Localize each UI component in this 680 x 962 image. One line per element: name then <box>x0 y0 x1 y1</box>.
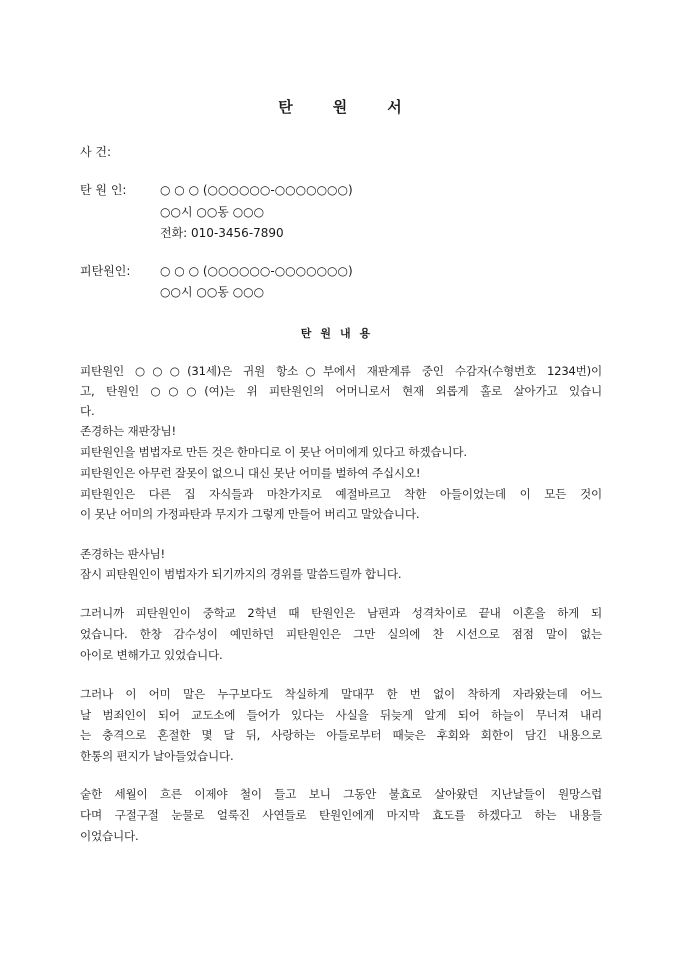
body-line: 그러니까 피탄원인이 중학교 2학년 때 탄원인은 남편과 성격차이로 끝내 이혼을 하게 되 <box>80 606 602 620</box>
title-char: 탄 <box>278 98 293 116</box>
body-line: 그러나 이 어미 말은 누구보다도 착실하게 말대꾸 한 번 없이 착하게 자라왔는데 어느 <box>80 687 602 701</box>
body-line: 다. <box>80 404 95 418</box>
body-line: 는 충격으로 혼절한 몇 달 뒤, 사랑하는 아들로부터 때늦은 후회와 회한이 담긴 내용으로 <box>80 728 602 742</box>
body-line: 이 못난 어미의 가정파탄과 무지가 그렇게 만들어 버리고 말았습니다. <box>80 507 420 521</box>
body-line: 존경하는 재판장님! <box>80 424 176 438</box>
case-label: 사 건: <box>80 145 112 159</box>
body-line: 고, 탄원인 ○○○(여)는 위 피탄원인의 어머니로서 현재 외롭게 홀로 살아가고 있습니 <box>80 384 602 398</box>
petitioner-phone: 전화: 010-3456-7890 <box>160 226 284 240</box>
body-line: 숱한 세월이 흐른 이제야 철이 들고 보니 그동안 불효로 살아왔던 지난날들이 원망스럽 <box>80 787 602 801</box>
subject-name: ○ ○ ○ (○○○○○○-○○○○○○○) <box>160 264 353 278</box>
document-title <box>0 96 680 117</box>
body-line: 피탄원인을 범법자로 만든 것은 한마디로 이 못난 어미에게 있다고 하겠습니다. <box>80 445 467 459</box>
title-char: 서 <box>387 98 402 116</box>
body-line: 피탄원인은 아무런 잘못이 없으니 대신 못난 어미를 벌하여 주십시오! <box>80 466 421 480</box>
subject-label: 피탄원인: <box>80 264 131 278</box>
petitioner-address: ○○시 ○○동 ○○○ <box>160 205 265 219</box>
section-heading: 탄원내용 <box>300 327 380 340</box>
title-char: 원 <box>332 98 348 116</box>
subject-address: ○○시 ○○동 ○○○ <box>160 285 265 299</box>
body-line: 날 범죄인이 되어 교도소에 들어가 있다는 사실을 뒤늦게 알게 되어 하늘이 무너져 내리 <box>80 708 602 722</box>
body-line: 한통의 편지가 날아들었습니다. <box>80 749 234 763</box>
petitioner-label: 탄 원 인: <box>80 183 127 197</box>
body-line: 이었습니다. <box>80 829 139 843</box>
body-line: 다며 구절구절 눈물로 얼룩진 사연들로 탄원인에게 마지막 효도를 하겠다고 하는 내용들 <box>80 808 602 822</box>
petitioner-name: ○ ○ ○ (○○○○○○-○○○○○○○) <box>160 183 353 197</box>
body-line: 피탄원인 ○○○(31세)은 귀원 항소○부에서 재판계류 중인 수감자(수형번호 1234번)이 <box>80 364 602 378</box>
body-line: 존경하는 판사님! <box>80 547 165 561</box>
body-line: 아이로 변해가고 있었습니다. <box>80 648 223 662</box>
body-line: 었습니다. 한창 감수성이 예민하던 피탄원인은 그만 실의에 찬 시선으로 점점 말이 없는 <box>80 627 602 641</box>
body-line: 피탄원인은 다른 집 자식들과 마찬가지로 예절바르고 착한 아들이었는데 이 모든 것이 <box>80 487 602 501</box>
body-line: 잠시 피탄원인이 범법자가 되기까지의 경위를 말씀드릴까 합니다. <box>80 567 402 581</box>
